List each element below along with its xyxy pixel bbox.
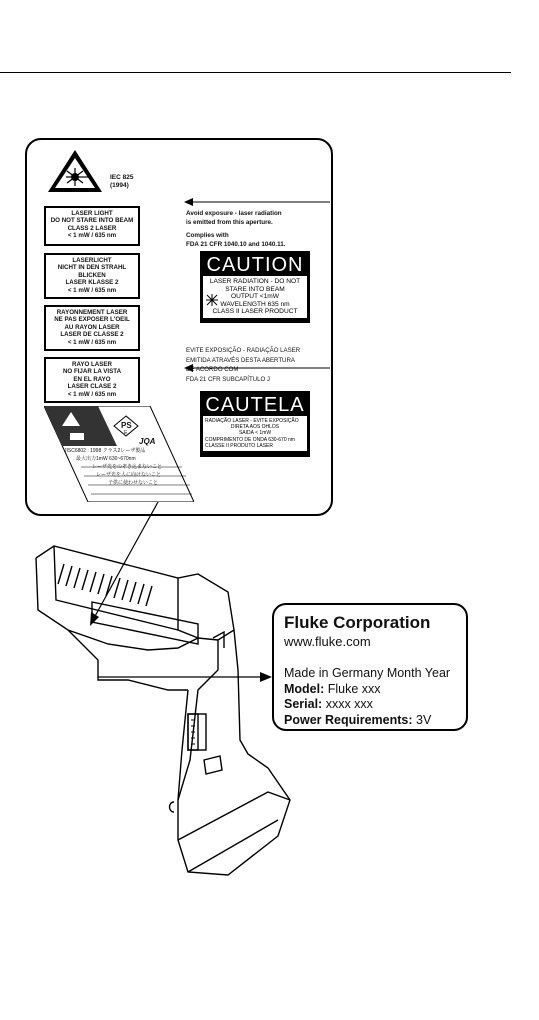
company-name: Fluke Corporation (284, 613, 431, 632)
header-rule (0, 72, 511, 73)
power-line: Power Requirements: 3V (284, 712, 432, 727)
fluke-rating-label (272, 603, 468, 731)
laser-warning-icon (46, 148, 104, 194)
ps-sub-mark: E (124, 430, 128, 436)
japanese-label-text: JISC6802 : 1998 クラス2レーザ製品 最大出力1mW 630~670nm レーザ光をのぞき込まないこと レーザ光を人に向けないこと 子供に使わせないこと (64, 448, 163, 486)
caution-sign: CAUTION LASER RADIATION - DO NOT STARE INTO BEAM OUTPUT <1mW WAVELENGTH 635 nm CLASS II LASER PRODUCT (200, 251, 310, 323)
made-in-text: Made in Germany Month Year (284, 666, 451, 680)
portuguese-info-text: EVITE EXPOSIÇÃO - RADIAÇÃO LASER EMITIDA ATRAVÉS DESTA ABERTURA DE ACORDO COM FDA 21 CFR SUBCAPÍTULO J (186, 347, 301, 383)
cautela-sign: CAUTELA RADIAÇÃO LASER - EVITE EXPOSIÇÃO DIRETA AOS OHLOS SAIDA < 1mW COMPRIMENTO DE ONDA 630-670 nm CLASSE II PRODUTO LASER (200, 391, 310, 457)
serial-line: Serial: xxxx xxx (284, 697, 373, 711)
company-url: www.fluke.com (284, 634, 371, 649)
english-info-text: Avoid exposure - laser radiation is emitted from this aperture. Complies with FDA 21 CFR 1040.10 and 1040.11. (186, 210, 286, 248)
warning-box-french: RAYONNEMENT LASER NE PAS EXPOSER L'OEIL AU RAYON LASER LASER DE CLASSE 2 < 1 mW / 635 nm (44, 305, 140, 351)
warning-box-spanish: RAYO LASER NO FIJAR LA VISTA EN EL RAYO LASER CLASE 2 < 1 mW / 635 nm (44, 357, 140, 403)
ps-mark: PS (121, 421, 132, 430)
warning-box-german: LASERLICHT NICHT IN DEN STRAHL BLICKEN LASER KLASSE 2 < 1 mW / 635 nm (44, 253, 140, 299)
caution-starburst-icon (206, 294, 218, 306)
jqa-mark: JQA (139, 437, 156, 446)
iec-standard-text: IEC 825 (1994) (110, 174, 134, 189)
model-line: Model: Fluke xxx (284, 681, 381, 696)
serial-label-arrow (96, 665, 274, 689)
warning-box-english: LASER LIGHT DO NOT STARE INTO BEAM CLASS 2 LASER < 1 mW / 635 nm (44, 206, 140, 246)
